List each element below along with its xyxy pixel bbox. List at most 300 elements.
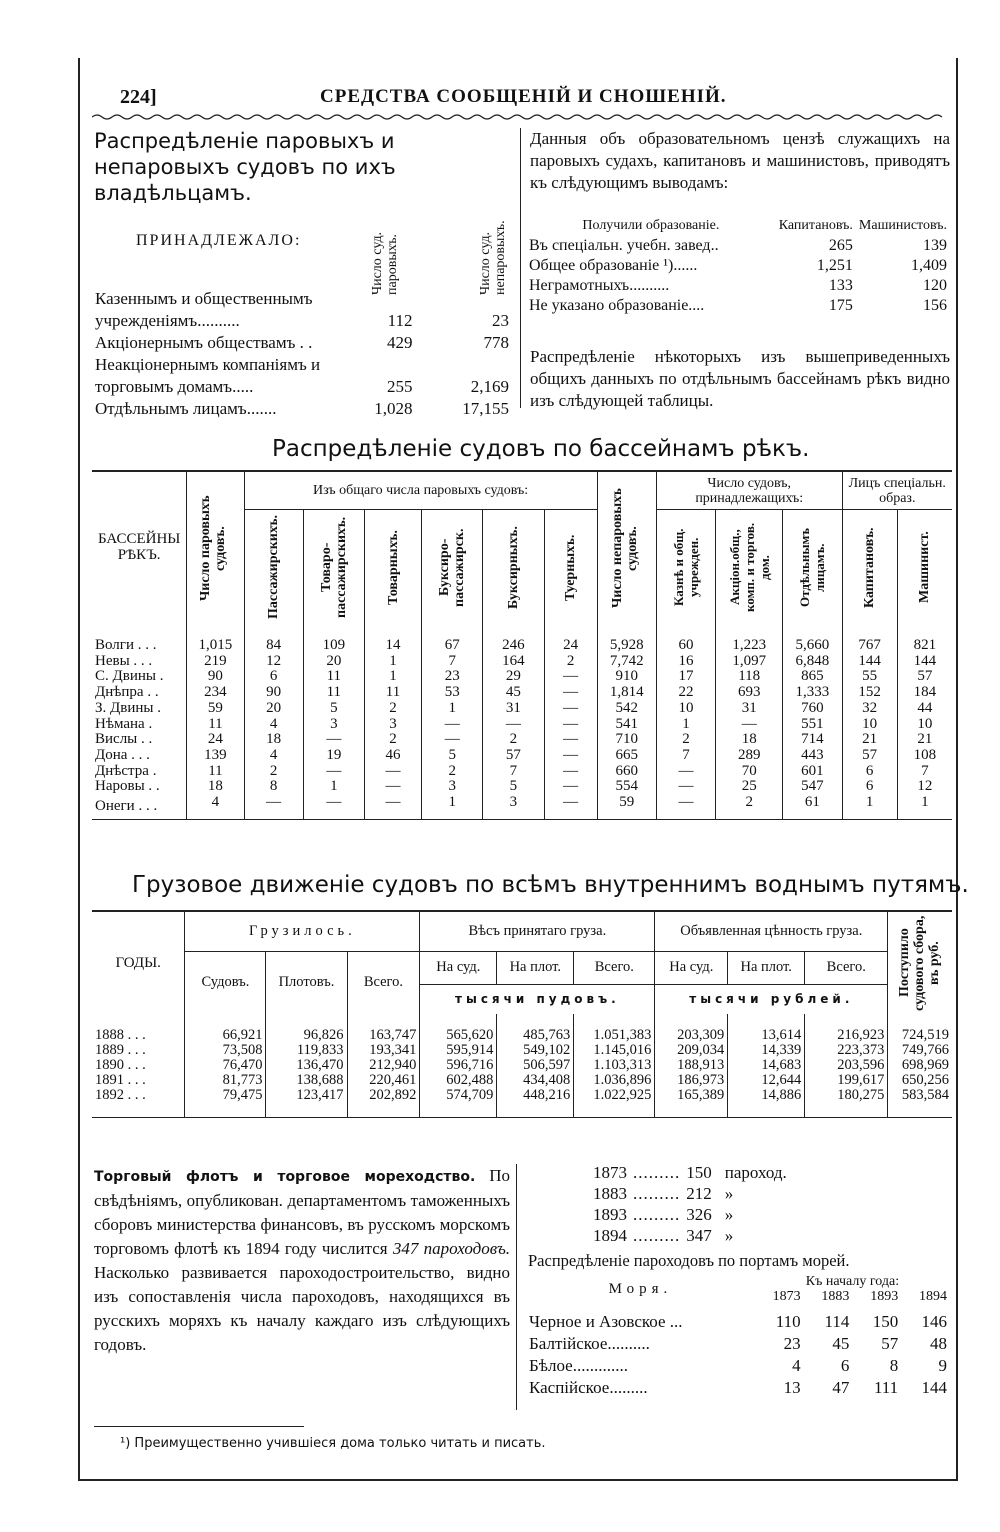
- table-row: [590, 1204, 790, 1225]
- owner-nonsteam: 778: [483, 333, 509, 352]
- basin-cell: 1: [364, 654, 421, 670]
- basin-cell: —: [544, 764, 597, 780]
- cargo-cell: 66,921: [185, 1014, 266, 1043]
- table-row: [92, 332, 512, 354]
- basin-name: Нѣмана .: [92, 717, 187, 733]
- port-value: 23: [783, 1334, 801, 1353]
- cargo-cell: 81,773: [185, 1073, 266, 1088]
- basin-cell: 6,848: [783, 654, 842, 670]
- port-value: 6: [840, 1356, 850, 1375]
- cargo-cell: 565,620: [420, 1014, 497, 1043]
- basin-cell: 246: [483, 624, 544, 654]
- page-number: 224]: [120, 86, 157, 108]
- running-title: СРЕДСТВА СООБЩЕНІЙ И СНОШЕНІЙ.: [320, 86, 727, 107]
- table-row: [92, 732, 952, 748]
- basin-name: Онеги . . .: [92, 795, 187, 819]
- basins-col-tug: Буксирныхъ.: [483, 510, 544, 624]
- basin-cell: 3: [483, 795, 544, 819]
- cargo-cell: 14,886: [728, 1088, 805, 1118]
- owners-col-nonsteam: Число суд. непаровыхъ.: [478, 219, 508, 295]
- basin-cell: 23: [422, 669, 483, 685]
- cargo-cell: 123,417: [266, 1088, 347, 1118]
- basin-cell: 11: [364, 685, 421, 701]
- cargo-cell: 596,716: [420, 1058, 497, 1073]
- fleet-text2: Насколько развивается пароходостроительство, видно изъ сопоставленія числа пароходовъ, находящихся въ русскихъ моряхъ къ началу каждаго изъ слѣдующихъ годовъ.: [94, 1263, 510, 1354]
- fleet-year: 1873: [593, 1163, 627, 1182]
- fleet-value: 347: [686, 1226, 712, 1245]
- port-value: 48: [930, 1334, 947, 1353]
- basin-cell: 601: [783, 764, 842, 780]
- cargo-cell: 136,470: [266, 1058, 347, 1073]
- basin-cell: 1,333: [783, 685, 842, 701]
- table-row: [590, 1183, 790, 1204]
- owners-table: [92, 288, 512, 420]
- basin-cell: 1: [842, 795, 897, 819]
- basin-name: Днѣстра .: [92, 764, 187, 780]
- fleet-unit: »: [724, 1226, 734, 1245]
- ports-col-seas: Моря.: [608, 1281, 673, 1297]
- cargo-unit-weight: тысячи пудовъ.: [420, 984, 655, 1014]
- basin-cell: 2: [364, 701, 421, 717]
- basin-cell: 541: [597, 717, 656, 733]
- fleet-unit: пароход.: [724, 1163, 787, 1182]
- cargo-cell: 203,309: [655, 1014, 728, 1043]
- basin-cell: —: [544, 717, 597, 733]
- basin-cell: 7: [656, 748, 715, 764]
- basin-cell: 21: [842, 732, 897, 748]
- basin-cell: 5,660: [783, 624, 842, 654]
- basin-cell: 144: [842, 654, 897, 670]
- basins-group-owners: Число судовъ, принадлежащихъ:: [656, 471, 842, 510]
- table-row: [92, 701, 952, 717]
- education-outro: Распредѣленіе нѣкоторыхъ изъ вышеприведенныхъ общихъ данныхъ по отдѣльнымъ бассейнамъ рѣкъ видно изъ слѣдующей таблицы.: [530, 347, 950, 410]
- cargo-col-total-v: Всего.: [805, 951, 888, 984]
- cargo-cell: 1.022,925: [574, 1088, 655, 1118]
- edu-engineers: 156: [923, 297, 947, 314]
- basin-cell: 18: [244, 732, 303, 748]
- basin-cell: 4: [187, 795, 244, 819]
- basin-cell: —: [544, 669, 597, 685]
- fleet-dots: .........: [633, 1163, 681, 1182]
- cargo-year: 1892 . . .: [92, 1088, 185, 1118]
- basins-col-state: Казнѣ и общ. учрежден.: [656, 510, 715, 624]
- cargo-col-onships-v: На суд.: [655, 951, 728, 984]
- basin-cell: 1: [422, 795, 483, 819]
- education-intro: Данныя объ образовательномъ цензѣ служащихъ на паровыхъ судахъ, капитановъ и машинистовъ, приводятъ къ слѣдующимъ выводамъ:: [530, 129, 950, 192]
- cargo-year: 1888 . . .: [92, 1014, 185, 1043]
- cargo-col-ships: Судовъ.: [185, 951, 266, 1014]
- basin-cell: 8: [244, 779, 303, 795]
- cargo-cell: 203,596: [805, 1058, 888, 1073]
- cargo-cell: 73,508: [185, 1043, 266, 1058]
- basins-col-cargo: Товарныхъ.: [364, 510, 421, 624]
- basin-name: Дона . . .: [92, 748, 187, 764]
- port-value: 150: [872, 1312, 899, 1331]
- basin-cell: —: [544, 795, 597, 819]
- cargo-year: 1891 . . .: [92, 1073, 185, 1088]
- basin-cell: 22: [656, 685, 715, 701]
- cargo-cell: 506,597: [497, 1058, 574, 1073]
- basins-col-basin: БАССЕЙНЫ РѢКЪ.: [92, 471, 187, 624]
- basin-name: Невы . . .: [92, 654, 187, 670]
- cargo-year: 1889 . . .: [92, 1043, 185, 1058]
- cargo-cell: 574,709: [420, 1088, 497, 1118]
- basin-cell: 118: [716, 669, 783, 685]
- column-divider-2: [516, 1164, 517, 1410]
- fleet-paragraph: [94, 1164, 510, 1357]
- fleet-value: 212: [686, 1184, 712, 1203]
- basin-cell: —: [483, 717, 544, 733]
- basin-cell: 714: [783, 732, 842, 748]
- basins-col-tour: Туерныхъ.: [544, 510, 597, 624]
- owner-steam: 255: [387, 377, 413, 396]
- basin-cell: —: [544, 779, 597, 795]
- basin-cell: 29: [483, 669, 544, 685]
- edu-label: Общее образованіе ¹)......: [529, 257, 698, 274]
- basin-cell: 3: [422, 779, 483, 795]
- fleet-unit: »: [724, 1205, 734, 1224]
- cargo-col-onships-w: На суд.: [420, 951, 497, 984]
- basin-cell: 45: [483, 685, 544, 701]
- footnote-rule: [94, 1426, 304, 1427]
- basin-cell: 665: [597, 748, 656, 764]
- education-col-label: Получили образованіе.: [582, 218, 720, 233]
- basin-cell: 67: [422, 624, 483, 654]
- ports-table: [526, 1274, 950, 1399]
- basin-cell: 2: [716, 795, 783, 819]
- basin-cell: 2: [483, 732, 544, 748]
- basin-cell: 11: [303, 669, 364, 685]
- cargo-cell: 549,102: [497, 1043, 574, 1058]
- basin-cell: 760: [783, 701, 842, 717]
- basin-cell: 6: [244, 669, 303, 685]
- table-row: [590, 1162, 790, 1183]
- basin-cell: —: [544, 685, 597, 701]
- basins-col-tugpass: Буксиро-пассажирск.: [422, 510, 483, 624]
- edu-captains: 265: [828, 237, 853, 254]
- basin-cell: 57: [842, 748, 897, 764]
- fleet-dots: .........: [633, 1205, 681, 1224]
- footnote: ¹) Преимущественно учившіеся дома только читать и писать.: [120, 1436, 546, 1451]
- cargo-cell: 119,833: [266, 1043, 347, 1058]
- cargo-col-onrafts-v: На плот.: [728, 951, 805, 984]
- cargo-cell: 79,475: [185, 1088, 266, 1118]
- table-row: [92, 748, 952, 764]
- basin-cell: 25: [716, 779, 783, 795]
- table-row: [92, 654, 952, 670]
- owner-nonsteam: 23: [492, 311, 509, 330]
- basin-cell: 46: [364, 748, 421, 764]
- cargo-col-rafts: Плотовъ.: [266, 951, 347, 1014]
- table-row: [526, 276, 950, 296]
- edu-captains: 133: [828, 277, 853, 294]
- edu-label: Неграмотныхъ..........: [529, 277, 670, 294]
- edu-engineers: 120: [923, 277, 947, 294]
- table-row: [92, 1043, 952, 1058]
- fleet-year: 1883: [593, 1184, 627, 1203]
- basin-cell: 1: [303, 779, 364, 795]
- cargo-cell: 434,408: [497, 1073, 574, 1088]
- cargo-cell: 165,389: [655, 1088, 728, 1118]
- basin-cell: —: [544, 732, 597, 748]
- basins-col-private: Отдѣльнымъ лицамъ.: [783, 510, 842, 624]
- table-row: [92, 1073, 952, 1088]
- cargo-cell: 1.036,896: [574, 1073, 655, 1088]
- basin-cell: 865: [783, 669, 842, 685]
- table-row: [526, 296, 950, 316]
- cargo-cell: 485,763: [497, 1014, 574, 1043]
- basin-cell: 109: [303, 624, 364, 654]
- table-row: [92, 764, 952, 780]
- basin-cell: 11: [187, 764, 244, 780]
- basins-col-capt: Капитановъ.: [842, 510, 897, 624]
- basin-cell: 18: [716, 732, 783, 748]
- basin-cell: 1: [921, 794, 929, 811]
- owners-col-owner: ПРИНАДЛЕЖАЛО:: [136, 232, 302, 249]
- port-value: 114: [824, 1312, 850, 1331]
- table-row: [526, 1355, 950, 1377]
- table-row: [92, 1014, 952, 1043]
- table-row: [526, 236, 950, 256]
- basins-title: Распредѣленіе судовъ по бассейнамъ рѣкъ.: [272, 436, 810, 462]
- cargo-cell: 138,688: [266, 1073, 347, 1088]
- ports-title: Распредѣленіе пароходовъ по портамъ морей.: [528, 1251, 850, 1270]
- cargo-cell: 163,747: [347, 1014, 420, 1043]
- basin-cell: —: [544, 701, 597, 717]
- basins-col-eng: Машинист.: [917, 531, 933, 604]
- cargo-cell: 202,892: [347, 1088, 420, 1118]
- port-name: Бѣлое.............: [529, 1356, 628, 1375]
- basin-cell: 1,814: [597, 685, 656, 701]
- basin-cell: 1: [364, 669, 421, 685]
- basin-cell: 2: [244, 764, 303, 780]
- basins-col-steam: Число паровыхъ судовъ.: [187, 471, 244, 624]
- cargo-cell: 650,256: [901, 1072, 949, 1088]
- basin-cell: 7: [483, 764, 544, 780]
- port-value: 9: [938, 1356, 947, 1375]
- basin-cell: 20: [303, 654, 364, 670]
- cargo-cell: 212,940: [347, 1058, 420, 1073]
- fleet-heading: Торговый флотъ и торговое мореходство.: [94, 1169, 476, 1185]
- education-col-captains: Капитановъ.: [778, 218, 853, 233]
- cargo-cell: 96,826: [266, 1014, 347, 1043]
- basin-cell: 5,928: [597, 624, 656, 654]
- basin-cell: 4: [244, 748, 303, 764]
- cargo-cell: 1.051,383: [574, 1014, 655, 1043]
- fleet-years-table: [590, 1162, 790, 1246]
- edu-engineers: 139: [923, 237, 947, 254]
- basin-cell: 4: [244, 717, 303, 733]
- edu-captains: 1,251: [816, 257, 853, 274]
- basin-cell: —: [656, 764, 715, 780]
- basin-cell: 61: [783, 795, 842, 819]
- basin-cell: 44: [917, 699, 933, 716]
- cargo-col-total: Всего.: [347, 951, 420, 1014]
- basin-cell: 219: [187, 654, 244, 670]
- basin-cell: —: [364, 779, 421, 795]
- basin-cell: 31: [483, 701, 544, 717]
- ports-col-year: 1894: [919, 1289, 947, 1304]
- basin-name: Волги . . .: [92, 624, 187, 654]
- basin-cell: 14: [364, 624, 421, 654]
- basin-cell: 59: [597, 795, 656, 819]
- owners-title: Распредѣленіе паровыхъ и непаровыхъ судовъ по ихъ владѣльцамъ.: [94, 129, 396, 205]
- basin-cell: 1: [422, 701, 483, 717]
- fleet-value: 150: [686, 1163, 712, 1182]
- edu-captains: 175: [828, 297, 853, 314]
- basin-cell: 55: [842, 669, 897, 685]
- basin-cell: 24: [187, 732, 244, 748]
- basin-cell: 12: [244, 654, 303, 670]
- port-value: 8: [889, 1356, 899, 1375]
- basin-cell: 5: [483, 779, 544, 795]
- basin-cell: 16: [656, 654, 715, 670]
- basin-name: Вислы . .: [92, 732, 187, 748]
- table-row: [526, 256, 950, 276]
- basin-cell: 1: [656, 717, 715, 733]
- basin-cell: 7: [921, 762, 929, 779]
- basin-cell: 3: [303, 717, 364, 733]
- cargo-group-weight: Вѣсъ принятаго груза.: [420, 911, 655, 951]
- basin-cell: 547: [783, 779, 842, 795]
- cargo-cell: 216,923: [805, 1014, 888, 1043]
- cargo-cell: 14,683: [728, 1058, 805, 1073]
- port-value: 13: [783, 1378, 801, 1397]
- basin-cell: 289: [716, 748, 783, 764]
- fleet-dots: .........: [633, 1184, 681, 1203]
- basin-cell: 57: [483, 748, 544, 764]
- port-value: 45: [832, 1334, 850, 1353]
- owner-steam: 1,028: [374, 399, 413, 418]
- basin-cell: 6: [842, 779, 897, 795]
- fleet-emph: 347 пароходовъ.: [392, 1239, 511, 1258]
- fleet-unit: »: [724, 1184, 734, 1203]
- table-row: [92, 779, 952, 795]
- port-value: 111: [873, 1378, 899, 1397]
- basin-cell: 53: [422, 685, 483, 701]
- basin-cell: 20: [244, 701, 303, 717]
- edu-engineers: 1,409: [911, 257, 947, 274]
- education-table: [526, 216, 950, 316]
- basin-cell: —: [656, 779, 715, 795]
- basin-cell: 910: [597, 669, 656, 685]
- port-value: 4: [792, 1356, 801, 1375]
- table-row: [92, 685, 952, 701]
- basin-cell: 84: [244, 624, 303, 654]
- ports-col-year: 1893: [870, 1289, 899, 1304]
- basin-cell: 10: [842, 717, 897, 733]
- owners-col-steam: Число суд. паровыхъ.: [370, 231, 400, 295]
- cargo-cell: 223,373: [805, 1043, 888, 1058]
- basin-cell: —: [364, 764, 421, 780]
- basin-cell: 60: [656, 624, 715, 654]
- ports-col-year: 1883: [821, 1289, 850, 1304]
- owner-nonsteam: 17,155: [462, 399, 509, 418]
- ports-col-start: Къ началу года:: [805, 1274, 900, 1289]
- basin-cell: 443: [783, 748, 842, 764]
- basin-cell: 108: [913, 746, 937, 763]
- basin-cell: 184: [913, 684, 937, 701]
- basin-cell: —: [364, 795, 421, 819]
- basin-cell: 5: [303, 701, 364, 717]
- basin-cell: —: [544, 748, 597, 764]
- cargo-col-total-w: Всего.: [574, 951, 655, 984]
- cargo-cell: 448,216: [497, 1088, 574, 1118]
- basin-cell: 144: [913, 652, 937, 669]
- owner-steam: 429: [387, 333, 413, 352]
- basins-group-edu: Лицъ спеціальн. образ.: [842, 471, 952, 510]
- cargo-col-years: ГОДЫ.: [92, 911, 185, 1014]
- port-name: Каспійское.........: [529, 1378, 648, 1397]
- cargo-col-fee: Поступило судового сбора, въ руб.: [897, 915, 943, 1011]
- basin-cell: 18: [187, 779, 244, 795]
- cargo-cell: 1.145,016: [574, 1043, 655, 1058]
- basin-cell: 693: [716, 685, 783, 701]
- basin-cell: 767: [842, 624, 897, 654]
- fleet-dots: .........: [633, 1226, 681, 1245]
- port-value: 110: [775, 1312, 801, 1331]
- table-row: [590, 1225, 790, 1246]
- basin-cell: 554: [597, 779, 656, 795]
- table-row: [92, 795, 952, 819]
- basin-cell: 24: [544, 624, 597, 654]
- table-row: [92, 624, 952, 654]
- cargo-unit-value: тысячи рублей.: [655, 984, 888, 1014]
- basin-cell: 5: [422, 748, 483, 764]
- cargo-cell: 12,644: [728, 1073, 805, 1088]
- owner-label: Акціонернымъ обществамъ . .: [95, 333, 313, 352]
- basin-cell: 90: [187, 669, 244, 685]
- owner-label: Казеннымъ и общественнымъ учрежденіямъ..........: [95, 289, 313, 330]
- basin-cell: 12: [917, 778, 933, 795]
- port-value: 144: [921, 1378, 947, 1397]
- port-value: 57: [881, 1334, 899, 1353]
- basin-cell: 19: [303, 748, 364, 764]
- basin-cell: 6: [842, 764, 897, 780]
- cargo-cell: 193,341: [347, 1043, 420, 1058]
- basin-cell: 57: [917, 668, 933, 685]
- cargo-cell: 186,973: [655, 1073, 728, 1088]
- basin-cell: 3: [364, 717, 421, 733]
- cargo-cell: 13,614: [728, 1014, 805, 1043]
- basin-cell: —: [422, 732, 483, 748]
- basin-cell: 11: [303, 685, 364, 701]
- port-value: 146: [921, 1312, 947, 1331]
- table-row: [526, 1305, 950, 1333]
- basin-cell: 821: [913, 637, 937, 653]
- basin-cell: 7,742: [597, 654, 656, 670]
- basin-cell: 32: [842, 701, 897, 717]
- basins-col-nonsteam: Число непаровыхъ судовъ.: [597, 471, 656, 624]
- edu-label: Не указано образованіе....: [529, 297, 705, 314]
- cargo-cell: 724,519: [901, 1027, 949, 1043]
- basin-cell: 2: [422, 764, 483, 780]
- cargo-cell: 199,617: [805, 1073, 888, 1088]
- table-row: [526, 1377, 950, 1399]
- basin-cell: 139: [187, 748, 244, 764]
- cargo-cell: 602,488: [420, 1073, 497, 1088]
- wavy-rule: [92, 113, 947, 121]
- basin-name: З. Двины .: [92, 701, 187, 717]
- basin-cell: 2: [544, 654, 597, 670]
- basin-cell: 7: [422, 654, 483, 670]
- cargo-cell: 1.103,313: [574, 1058, 655, 1073]
- basin-cell: 542: [597, 701, 656, 717]
- basin-cell: 11: [187, 717, 244, 733]
- basin-cell: 2: [656, 732, 715, 748]
- cargo-cell: 209,034: [655, 1043, 728, 1058]
- basin-cell: —: [422, 717, 483, 733]
